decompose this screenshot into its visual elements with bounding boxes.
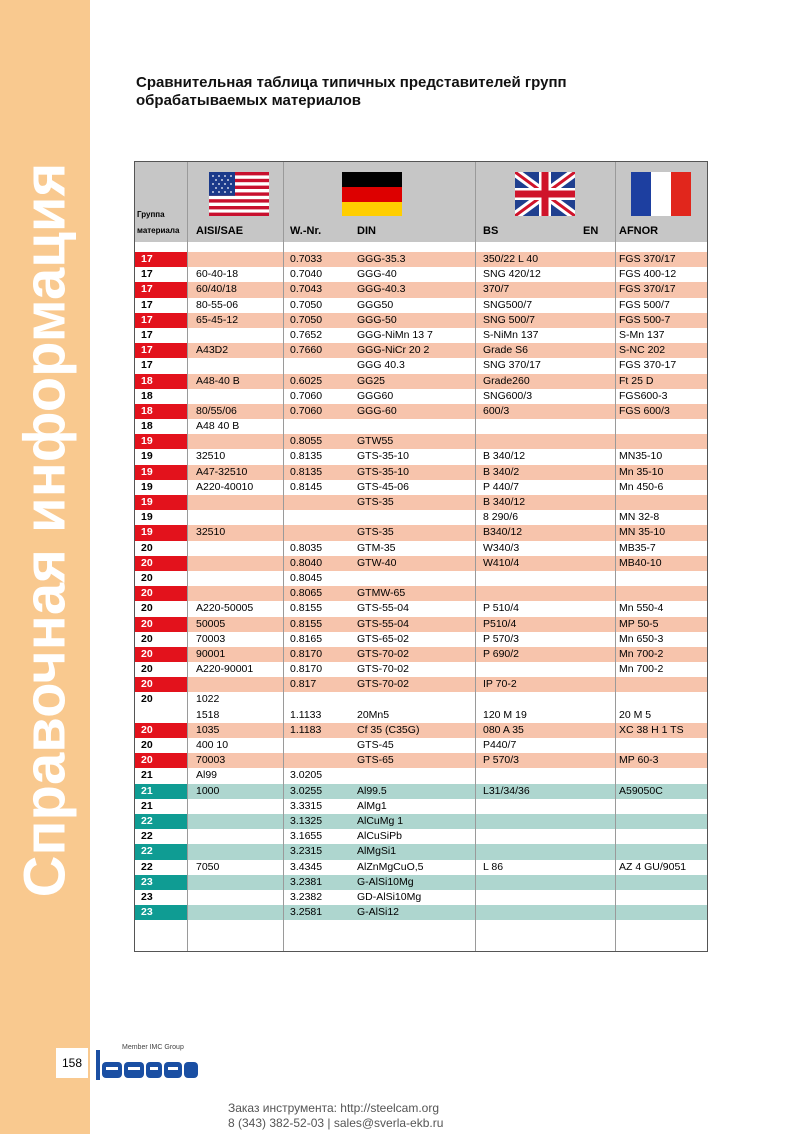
table-row: [135, 449, 707, 464]
bs-cell: 600/3: [483, 404, 510, 417]
bs-cell: P 440/7: [483, 480, 520, 493]
wnr-cell: 0.8165: [290, 632, 323, 645]
din-cell: GTS-35-10: [357, 450, 409, 463]
table-row: [135, 662, 707, 677]
logo-member-text: Member IMC Group: [122, 1044, 184, 1051]
table-row: [135, 374, 707, 389]
table-row: [135, 465, 707, 480]
materials-table: [134, 161, 708, 952]
table-row: [135, 875, 707, 890]
group-cell: 20: [135, 692, 187, 707]
table-row: [135, 617, 707, 632]
wnr-cell: 0.8040: [290, 556, 323, 569]
group-cell: 19: [135, 449, 187, 464]
din-cell: GTS-35: [357, 496, 394, 508]
aisi-cell: A220-90001: [196, 663, 254, 676]
din-cell: GTW55: [357, 435, 394, 448]
din-cell: AlCuMg 1: [357, 814, 404, 827]
bs-cell: SNG 500/7: [483, 313, 535, 326]
group-cell: 22: [135, 814, 187, 829]
afnor-cell: Mn 700-2: [619, 663, 664, 676]
bs-cell: P 570/3: [483, 632, 520, 645]
row-background: [187, 829, 707, 844]
table-row: [135, 298, 707, 313]
aisi-cell: 1035: [196, 723, 220, 736]
table-body: [135, 252, 707, 920]
table-row: [135, 343, 707, 358]
wnr-cell: 0.8045: [290, 571, 323, 584]
table-row: [135, 389, 707, 404]
table-row: [135, 860, 707, 875]
afnor-cell: Mn 450-6: [619, 480, 664, 493]
aisi-cell: A47-32510: [196, 465, 248, 478]
wnr-cell: 0.8155: [290, 617, 323, 630]
row-background: [187, 768, 707, 783]
footer-order-line: Заказ инструмента: http://steelcam.org: [228, 1101, 440, 1115]
header-afnor: AFNOR: [619, 225, 659, 237]
header-en: EN: [583, 225, 599, 237]
group-cell: 17: [135, 358, 187, 373]
afnor-cell: Mn 550-4: [619, 602, 664, 615]
afnor-cell: MN 35-10: [619, 526, 666, 539]
bs-cell: SNG 370/17: [483, 359, 541, 372]
column-divider: [283, 162, 284, 951]
table-row: [135, 495, 707, 510]
table-row: [135, 814, 707, 829]
wnr-cell: 0.8065: [290, 587, 323, 600]
wnr-cell: 0.7043: [290, 283, 323, 296]
afnor-cell: MP 60-3: [619, 754, 659, 767]
afnor-cell: FGS 370-17: [619, 359, 677, 372]
table-row: [135, 404, 707, 419]
aisi-cell: 1000: [196, 784, 220, 797]
group-cell: 21: [135, 799, 187, 814]
wnr-cell: 0.7050: [290, 298, 323, 311]
afnor-cell: FGS 500/7: [619, 298, 670, 311]
column-divider: [615, 162, 616, 951]
side-title: Справочная информация: [12, 162, 78, 898]
group-cell: 23: [135, 905, 187, 920]
din-cell: GTS-65: [357, 754, 394, 767]
row-background: [187, 692, 707, 707]
group-cell: 22: [135, 860, 187, 875]
group-cell: 20: [135, 738, 187, 753]
row-background: [187, 905, 707, 920]
group-cell: 19: [135, 510, 187, 525]
group-cell: 22: [135, 844, 187, 859]
page-number: 158: [56, 1048, 88, 1078]
wnr-cell: 3.0205: [290, 769, 323, 782]
table-row: [135, 252, 707, 267]
group-cell: 20: [135, 647, 187, 662]
table-row: [135, 784, 707, 799]
row-background: [187, 571, 707, 586]
din-cell: 20Mn5: [357, 708, 390, 721]
bs-cell: P 510/4: [483, 602, 520, 615]
wnr-cell: 0.8170: [290, 647, 323, 660]
group-cell: 17: [135, 328, 187, 343]
aisi-cell: 70003: [196, 754, 226, 767]
row-background: [187, 738, 707, 753]
din-cell: GTS-70-02: [357, 647, 409, 660]
din-cell: GGG-NiMn 13 7: [357, 328, 433, 341]
group-cell: 19: [135, 495, 187, 510]
table-row: [135, 328, 707, 343]
wnr-cell: 0.7660: [290, 344, 323, 357]
din-cell: GTM-35: [357, 541, 396, 554]
table-row: [135, 282, 707, 297]
aisi-cell: 32510: [196, 450, 226, 463]
din-cell: GGG-40: [357, 268, 397, 281]
afnor-cell: S-Mn 137: [619, 328, 665, 341]
wnr-cell: 3.2381: [290, 875, 323, 888]
wnr-cell: 3.2581: [290, 906, 323, 919]
bs-cell: W410/4: [483, 556, 520, 569]
group-cell: 17: [135, 282, 187, 297]
group-cell: 20: [135, 556, 187, 571]
table-row: [135, 738, 707, 753]
afnor-cell: FGS 600/3: [619, 404, 670, 417]
iscar-logo: [96, 1044, 206, 1084]
uk-flag-icon: [515, 172, 575, 216]
table-row: [135, 571, 707, 586]
din-cell: G-AlSi12: [357, 906, 400, 919]
group-cell: 18: [135, 404, 187, 419]
wnr-cell: 0.8055: [290, 435, 323, 448]
table-row: [135, 601, 707, 616]
group-cell: 18: [135, 419, 187, 434]
table-row: [135, 358, 707, 373]
aisi-cell: 400 10: [196, 739, 229, 751]
group-cell: 17: [135, 267, 187, 282]
table-row: [135, 632, 707, 647]
aisi-cell: 90001: [196, 647, 226, 660]
group-cell: 21: [135, 768, 187, 783]
bs-cell: SNG 420/12: [483, 268, 541, 281]
din-cell: GGG-60: [357, 404, 397, 417]
aisi-cell: 60/40/18: [196, 283, 237, 296]
wnr-cell: 3.2382: [290, 890, 323, 903]
table-row: [135, 647, 707, 662]
bs-cell: B 340/12: [483, 496, 526, 508]
wnr-cell: 0.7050: [290, 313, 323, 326]
aisi-cell: A220-40010: [196, 480, 254, 493]
bs-cell: 120 M 19: [483, 708, 527, 721]
bs-cell: S-NiMn 137: [483, 328, 539, 341]
group-cell: 19: [135, 434, 187, 449]
wnr-cell: 0.8135: [290, 450, 323, 463]
group-cell: 20: [135, 723, 187, 738]
bs-cell: B 340/2: [483, 465, 520, 478]
afnor-cell: 20 M 5: [619, 708, 652, 721]
bs-cell: P510/4: [483, 617, 517, 630]
table-row: [135, 677, 707, 692]
group-cell: 20: [135, 677, 187, 692]
row-background: [187, 677, 707, 692]
wnr-cell: 3.1655: [290, 830, 323, 843]
page-title-line2: обрабатываемых материалов: [136, 92, 361, 109]
iscar-logo-icon: [96, 1048, 202, 1082]
din-cell: G-AlSi10Mg: [357, 875, 414, 888]
group-cell: 17: [135, 298, 187, 313]
afnor-cell: FGS 370/17: [619, 253, 676, 265]
din-cell: GGG-40.3: [357, 283, 406, 296]
group-cell: 23: [135, 875, 187, 890]
table-row: [135, 267, 707, 282]
aisi-cell: Al99: [196, 769, 218, 782]
bs-cell: 370/7: [483, 283, 510, 296]
table-row: [135, 692, 707, 707]
aisi-cell: 32510: [196, 526, 226, 539]
group-cell: 18: [135, 374, 187, 389]
aisi-cell: 1518: [196, 708, 220, 721]
bs-cell: L 86: [483, 860, 504, 873]
aisi-cell: 65-45-12: [196, 313, 239, 326]
table-header: [135, 162, 707, 242]
aisi-cell: A48-40 B: [196, 374, 240, 387]
bs-cell: P440/7: [483, 739, 517, 751]
group-cell: 17: [135, 252, 187, 267]
group-cell: 20: [135, 541, 187, 556]
wnr-cell: 0.7033: [290, 253, 323, 265]
din-cell: GTS-45: [357, 739, 394, 751]
din-cell: GTS-55-04: [357, 602, 409, 615]
bs-cell: Grade S6: [483, 344, 528, 357]
aisi-cell: 70003: [196, 632, 226, 645]
aisi-cell: A48 40 B: [196, 420, 240, 433]
group-cell: 22: [135, 829, 187, 844]
wnr-cell: 1.1183: [290, 723, 322, 736]
group-cell: 19: [135, 525, 187, 540]
wnr-cell: 0.7060: [290, 389, 323, 402]
table-row: [135, 890, 707, 905]
afnor-cell: Mn 700-2: [619, 647, 664, 660]
din-cell: GTS-70-02: [357, 663, 409, 676]
din-cell: GTS-65-02: [357, 632, 409, 645]
germany-flag-icon: [342, 172, 402, 216]
row-background: [187, 799, 707, 814]
afnor-cell: MB40-10: [619, 556, 662, 569]
afnor-cell: Mn 35-10: [619, 465, 664, 478]
header-group-line1: Группа: [137, 210, 165, 219]
row-background: [187, 844, 707, 859]
bs-cell: L31/34/36: [483, 784, 530, 797]
aisi-cell: 50005: [196, 617, 226, 630]
column-divider: [475, 162, 476, 951]
wnr-cell: 0.7040: [290, 268, 323, 281]
din-cell: GGG-50: [357, 313, 397, 326]
aisi-cell: A43D2: [196, 344, 229, 357]
header-din: DIN: [357, 225, 376, 237]
afnor-cell: FGS 500-7: [619, 313, 671, 326]
din-cell: GG25: [357, 374, 386, 387]
header-aisi: AISI/SAE: [196, 225, 244, 237]
wnr-cell: 0.817: [290, 678, 317, 691]
aisi-cell: 7050: [196, 860, 220, 873]
din-cell: AlMgSi1: [357, 845, 397, 858]
table-row: [135, 753, 707, 768]
afnor-cell: Mn 650-3: [619, 632, 664, 645]
table-row: [135, 723, 707, 738]
bs-cell: SNG600/3: [483, 389, 533, 402]
table-row: [135, 768, 707, 783]
group-cell: 21: [135, 784, 187, 799]
bs-cell: B340/12: [483, 526, 523, 539]
bs-cell: 080 A 35: [483, 723, 524, 736]
din-cell: GTS-35-10: [357, 465, 409, 478]
table-row: [135, 510, 707, 525]
wnr-cell: 0.8170: [290, 663, 323, 676]
afnor-cell: MP 50-5: [619, 617, 659, 630]
afnor-cell: AZ 4 GU/9051: [619, 860, 687, 873]
row-background: [187, 495, 707, 510]
bs-cell: W340/3: [483, 541, 520, 554]
afnor-cell: S-NC 202: [619, 344, 666, 357]
bs-cell: 350/22 L 40: [483, 253, 539, 265]
wnr-cell: 3.3315: [290, 799, 323, 812]
afnor-cell: MN35-10: [619, 450, 663, 463]
din-cell: GGG-35.3: [357, 253, 406, 265]
afnor-cell: FGS 370/17: [619, 283, 676, 296]
side-bar: [0, 0, 90, 1134]
din-cell: GTS-55-04: [357, 617, 409, 630]
bs-cell: 8 290/6: [483, 511, 519, 524]
din-cell: GTMW-65: [357, 587, 406, 600]
group-cell: 17: [135, 343, 187, 358]
afnor-cell: MN 32-8: [619, 511, 660, 524]
wnr-cell: 0.7060: [290, 404, 323, 417]
group-cell: 19: [135, 480, 187, 495]
group-cell: 20: [135, 632, 187, 647]
row-background: [187, 434, 707, 449]
wnr-cell: 3.0255: [290, 784, 323, 797]
usa-flag-icon: [209, 172, 269, 216]
afnor-cell: FGS 400-12: [619, 268, 677, 281]
wnr-cell: 0.8135: [290, 465, 323, 478]
din-cell: Cf 35 (C35G): [357, 723, 420, 736]
table-row: [135, 799, 707, 814]
aisi-cell: 60-40-18: [196, 268, 239, 281]
group-cell: 20: [135, 586, 187, 601]
din-cell: GTS-70-02: [357, 678, 409, 691]
header-wnr: W.-Nr.: [290, 225, 322, 237]
table-row: [135, 556, 707, 571]
wnr-cell: 0.8145: [290, 480, 323, 493]
group-cell: 20: [135, 753, 187, 768]
group-cell: 20: [135, 662, 187, 677]
aisi-cell: A220-50005: [196, 602, 254, 615]
wnr-cell: 1.1133: [290, 708, 322, 721]
wnr-cell: 0.8155: [290, 602, 323, 615]
din-cell: AlCuSiPb: [357, 830, 402, 843]
din-cell: GTW-40: [357, 556, 397, 569]
bs-cell: IP 70-2: [483, 678, 517, 691]
bs-cell: P 570/3: [483, 754, 520, 767]
din-cell: GD-AlSi10Mg: [357, 890, 422, 903]
wnr-cell: 0.8035: [290, 541, 323, 554]
aisi-cell: 1022: [196, 693, 220, 706]
afnor-cell: A59050C: [619, 784, 663, 797]
group-cell: 20: [135, 601, 187, 616]
france-flag-icon: [631, 172, 691, 216]
din-cell: GGG-NiCr 20 2: [357, 344, 430, 357]
table-row: [135, 905, 707, 920]
table-row: [135, 844, 707, 859]
wnr-cell: 0.6025: [290, 374, 323, 387]
table-row: [135, 708, 707, 723]
bs-cell: SNG500/7: [483, 298, 533, 311]
bs-cell: B 340/12: [483, 450, 526, 463]
wnr-cell: 0.7652: [290, 328, 323, 341]
din-cell: GTS-45-06: [357, 480, 409, 493]
row-background: [187, 419, 707, 434]
group-cell: 20: [135, 571, 187, 586]
table-row: [135, 419, 707, 434]
din-cell: GTS-35: [357, 526, 394, 539]
page-title: [136, 74, 567, 110]
din-cell: GGG50: [357, 298, 394, 311]
group-cell: 20: [135, 617, 187, 632]
table-row: [135, 829, 707, 844]
wnr-cell: 3.1325: [290, 814, 323, 827]
table-row: [135, 525, 707, 540]
row-background: [187, 890, 707, 905]
column-divider: [187, 162, 188, 951]
afnor-cell: MB35-7: [619, 541, 656, 554]
din-cell: AlMg1: [357, 799, 387, 812]
group-cell: 18: [135, 389, 187, 404]
din-cell: GGG 40.3: [357, 359, 405, 372]
bs-cell: P 690/2: [483, 647, 520, 660]
bs-cell: Grade260: [483, 374, 530, 387]
header-group-line2: материала: [137, 226, 180, 235]
group-cell: [135, 708, 187, 723]
header-bs: BS: [483, 225, 499, 237]
row-background: [187, 586, 707, 601]
page-title-line1: Сравнительная таблица типичных представителей групп: [136, 74, 567, 91]
aisi-cell: 80-55-06: [196, 298, 239, 311]
table-row: [135, 541, 707, 556]
table-row: [135, 434, 707, 449]
aisi-cell: 80/55/06: [196, 404, 237, 417]
table-row: [135, 586, 707, 601]
footer: [228, 1101, 443, 1131]
table-row: [135, 313, 707, 328]
group-cell: 23: [135, 890, 187, 905]
afnor-cell: Ft 25 D: [619, 374, 654, 387]
din-cell: Al99.5: [357, 784, 387, 797]
din-cell: GGG60: [357, 389, 394, 402]
row-background: [187, 814, 707, 829]
table-row: [135, 480, 707, 495]
din-cell: AlZnMgCuO,5: [357, 860, 424, 873]
footer-contact-line: 8 (343) 382-52-03 | sales@sverla-ekb.ru: [228, 1116, 444, 1130]
group-cell: 19: [135, 465, 187, 480]
wnr-cell: 3.4345: [290, 860, 323, 873]
row-background: [187, 875, 707, 890]
afnor-cell: FGS600-3: [619, 389, 668, 402]
afnor-cell: XC 38 H 1 TS: [619, 723, 684, 736]
wnr-cell: 3.2315: [290, 845, 323, 858]
group-cell: 17: [135, 313, 187, 328]
